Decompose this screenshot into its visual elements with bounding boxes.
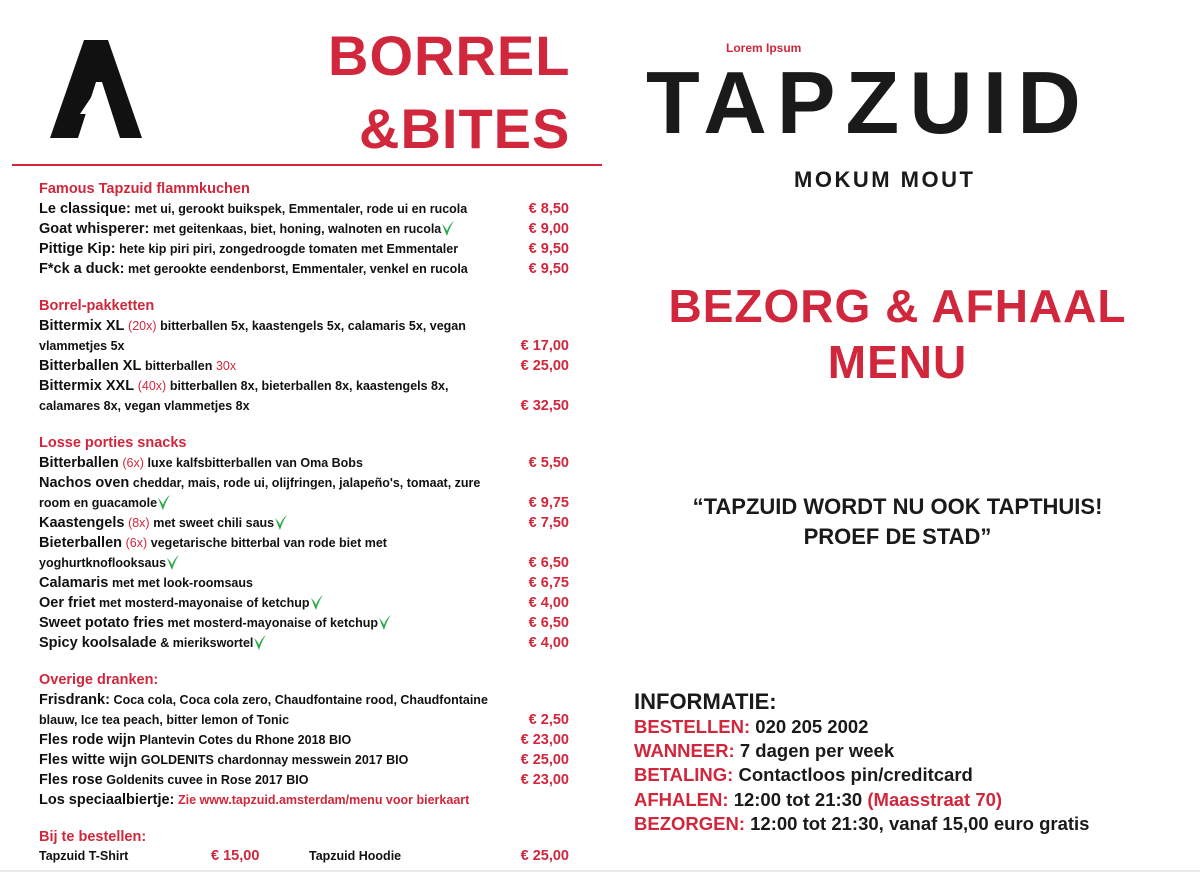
menu-item [39,376,579,416]
menu-item [39,316,579,356]
brand-a-logo-icon [50,40,142,138]
item-desc: met sweet chili saus [153,516,275,530]
item-name: Fles rode wijn [39,732,136,748]
item-desc: & mierikswortel [160,636,254,650]
section-dranken [39,671,579,810]
info-label: BEZORGEN: [634,812,745,834]
section-bij [39,828,579,866]
menu-item [39,633,579,653]
item-name: Fles witte wijn [39,752,138,768]
item-price: € 2,50 [528,712,569,728]
item-price: € 6,50 [528,615,569,631]
item-name: Calamaris [39,575,109,591]
item-name: Pittige Kip: [39,241,116,257]
item-name: Spicy koolsalade [39,635,157,651]
info-label: BESTELLEN: [634,716,751,737]
item-name: Kaastengels [39,515,125,531]
item-name: Bitterballen XL [39,358,142,374]
menu-item [39,730,579,750]
item-desc: vegetarische bitterbal van rode biet met yoghurtknoflooksaus [39,536,387,570]
section-title: Borrel-pakketten [39,298,155,314]
item-desc: GOLDENITS chardonnay messwein 2017 BIO [140,753,409,767]
item-desc: Plantevin Cotes du Rhone 2018 BIO [139,733,352,747]
item-price: € 4,00 [528,635,569,651]
item-price: € 17,00 [520,338,569,354]
promo-heading [620,278,1175,390]
vegan-leaf-icon [253,634,267,651]
menu-item [39,593,579,613]
page-title-line2: &BITES [359,97,571,160]
item-name: Nachos oven [39,475,130,491]
phone-number[interactable]: 020 205 2002 [755,716,869,737]
brand-name: TAPZUID [646,53,1091,152]
info-betaling [634,763,1194,787]
item-price: € 6,50 [528,555,569,571]
item-desc: bitterballen 5x, kaastengels 5x, calamaris 5x, vegan vlammetjes 5x [39,319,466,353]
merch-hoodie: Tapzuid Hoodie [309,849,402,863]
item-name: Sweet potato fries [39,615,164,631]
merch-row [39,847,579,866]
item-name: Bieterballen [39,535,122,551]
vegan-leaf-icon [441,220,455,237]
menu-item [39,239,579,259]
item-desc: bitterballen [144,359,213,373]
item-price: € 5,50 [528,455,569,471]
menu-item [39,533,579,573]
item-qty: (40x) [137,379,167,393]
info-value: 7 dagen per week [739,740,895,762]
vegan-leaf-icon [157,494,171,511]
menu-item [39,613,579,633]
item-desc: met mosterd-mayonaise of ketchup [99,596,310,610]
menu-item [39,690,579,730]
info-bestellen [634,715,1194,739]
item-desc: luxe kalfsbitterballen van Oma Bobs [147,456,363,470]
promo-heading-line2: MENU [827,336,968,388]
menu-item [39,790,579,810]
menu-item [39,219,579,239]
item-qty: 30x [215,359,237,373]
info-afhalen [634,788,1194,812]
item-desc: bitterballen 8x, bieterballen 8x, kaastengels 8x, calamares 8x, vegan vlammetjes 8x [39,379,449,413]
item-desc: Coca cola, Coca cola zero, Chaudfontaine rood, Chaudfontaine blauw, Ice tea peach, bitter lemon of Tonic [39,693,488,727]
item-qty: (8x) [128,516,150,530]
item-desc: met gerookte eendenborst, Emmentaler, venkel en rucola [128,262,468,276]
item-price: € 25,00 [520,358,569,374]
item-name: Oer friet [39,595,96,611]
item-qty: (6x) [122,456,144,470]
menu-item [39,513,579,533]
promo-quote [620,492,1175,552]
menu-item [39,453,579,473]
item-name: Fles rose [39,772,103,788]
item-price: € 8,50 [528,201,569,217]
section-pakketten [39,297,579,416]
beer-menu-link[interactable]: Zie www.tapzuid.amsterdam/menu voor bierkaart [178,793,470,807]
pickup-address: (Maasstraat 70) [867,788,1003,810]
brand-subtitle: MOKUM MOUT [794,167,976,192]
vegan-leaf-icon [274,514,288,531]
item-price: € 9,50 [528,241,569,257]
item-qty: (20x) [128,319,157,333]
info-wanneer [634,739,1194,763]
promo-quote-line2: PROEF DE STAD” [803,524,992,549]
menu-item [39,770,579,790]
item-name: Le classique: [39,201,131,217]
title-divider [12,164,602,166]
section-snacks [39,434,579,653]
item-price: € 32,50 [520,398,569,414]
info-label: BETALING: [634,764,734,786]
info-label: WANNEER: [634,740,735,762]
item-name: Goat whisperer: [39,221,150,237]
info-label: AFHALEN: [634,788,729,810]
item-price: € 7,50 [528,515,569,531]
item-price: € 23,00 [520,772,569,788]
vegan-leaf-icon [310,594,324,611]
merch-tshirt-price: € 15,00 [211,848,260,864]
item-price: € 9,00 [528,221,569,237]
menu-item [39,356,579,376]
menu-item [39,259,579,279]
promo-quote-line1: “TAPZUID WORDT NU OOK TAPTHUIS! [692,494,1103,519]
menu-item [39,473,579,513]
item-price: € 6,75 [528,575,569,591]
item-desc: met met look-roomsaus [111,576,253,590]
menu-item [39,750,579,770]
section-title: Famous Tapzuid flammkuchen [39,181,250,197]
info-value: Contactloos pin/creditcard [738,764,973,786]
item-name: Bittermix XXL [39,378,135,394]
vegan-leaf-icon [166,554,180,571]
item-desc: met mosterd-mayonaise of ketchup [167,616,378,630]
info-title: INFORMATIE: [634,689,777,714]
section-title: Losse porties snacks [39,435,187,451]
item-price: € 25,00 [520,752,569,768]
item-name: Frisdrank: [39,692,110,708]
item-price: € 9,50 [528,261,569,277]
info-value: 12:00 tot 21:30 [733,788,863,810]
merch-hoodie-price: € 25,00 [520,848,569,864]
item-name: Los speciaalbiertje: [39,792,175,808]
item-price: € 9,75 [528,495,569,511]
item-name: Bitterballen [39,455,119,471]
page-title-line1: BORREL [328,24,571,87]
item-name: Bittermix XL [39,318,125,334]
vegan-leaf-icon [378,614,392,631]
menu-item [39,573,579,593]
promo-heading-line1: BEZORG & AFHAAL [668,280,1127,332]
section-title: Overige dranken: [39,672,159,688]
item-desc: Goldenits cuvee in Rose 2017 BIO [106,773,309,787]
info-bezorgen [634,812,1194,836]
item-price: € 23,00 [520,732,569,748]
item-price: € 4,00 [528,595,569,611]
section-title: Bij te bestellen: [39,829,147,845]
brand-tagline: Lorem Ipsum [726,41,802,55]
menu-list [39,180,579,872]
info-block [634,689,1194,836]
info-value: 12:00 tot 21:30, vanaf 15,00 euro gratis [750,812,1090,834]
item-desc: cheddar, mais, rode ui, olijfringen, jalapeño's, tomaat, zure room en guacamole [39,476,481,510]
merch-tshirt: Tapzuid T-Shirt [39,849,129,863]
item-name: F*ck a duck: [39,261,125,277]
section-flammkuchen [39,180,579,279]
item-desc: hete kip piri piri, zongedroogde tomaten met Emmentaler [119,242,459,256]
item-qty: (6x) [125,536,148,550]
item-desc: met geitenkaas, biet, honing, walnoten en rucola [153,222,442,236]
item-desc: met ui, gerookt buikspek, Emmentaler, rode ui en rucola [134,202,468,216]
menu-item [39,199,579,219]
